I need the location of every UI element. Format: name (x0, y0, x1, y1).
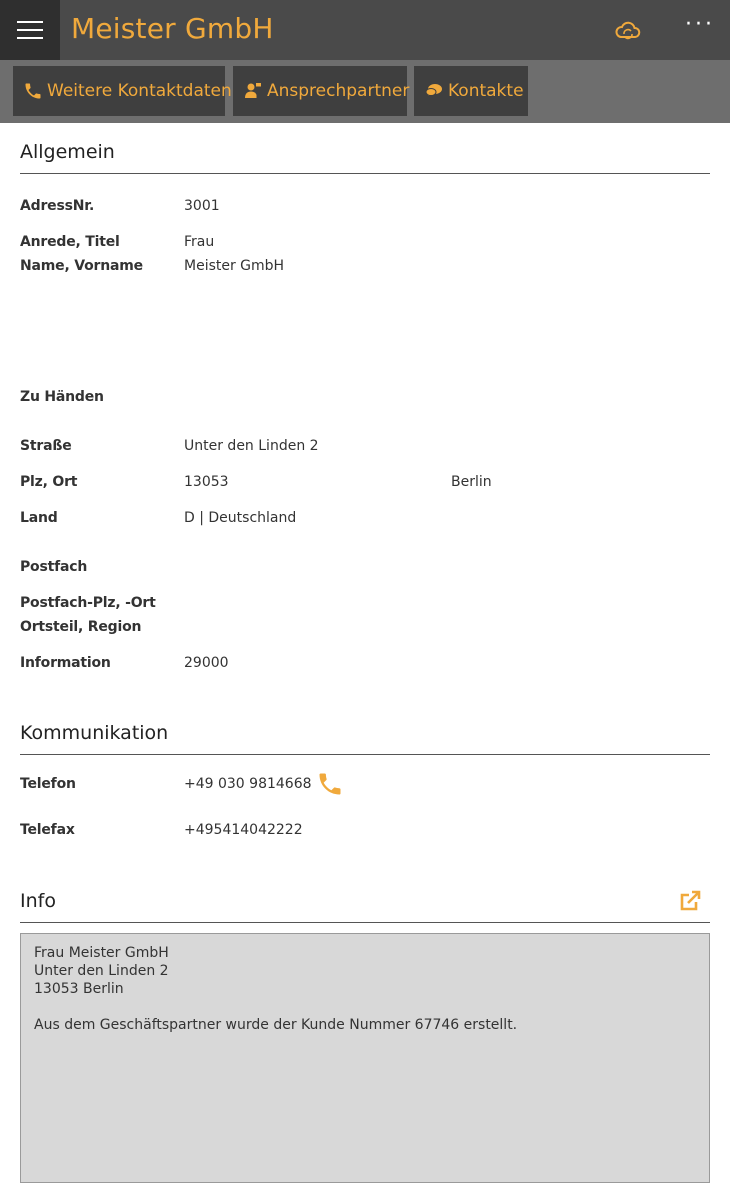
chat-bubbles-icon (424, 81, 444, 101)
edit-info-button[interactable] (678, 889, 704, 915)
section-title-communication: Kommunikation (20, 722, 169, 744)
information-value: 29000 (184, 655, 229, 671)
external-edit-icon (678, 889, 702, 913)
street-value: Unter den Linden 2 (184, 438, 319, 454)
name-value: Meister GmbH (184, 258, 285, 274)
contact-details-button[interactable] (13, 66, 232, 116)
section-divider (20, 173, 710, 174)
address-no-label: AdressNr. (20, 198, 95, 214)
name-label: Name, Vorname (20, 258, 143, 274)
contacts-button[interactable] (414, 66, 528, 116)
country-value: D | Deutschland (184, 510, 297, 526)
salutation-value: Frau (184, 234, 215, 250)
sync-button[interactable] (610, 14, 646, 48)
phone-icon (23, 81, 43, 101)
info-line: Unter den Linden 2 (34, 963, 169, 979)
info-line (34, 998, 696, 1016)
info-line: 13053 Berlin (34, 981, 124, 997)
person-edit-icon (243, 81, 263, 101)
street-label: Straße (20, 438, 72, 454)
country-label: Land (20, 510, 58, 526)
address-no-value: 3001 (184, 198, 220, 214)
cloud-sync-icon (615, 19, 641, 43)
call-button[interactable] (316, 770, 344, 798)
menu-button[interactable] (0, 0, 60, 60)
section-divider (20, 922, 710, 923)
fax-value: +495414042222 (184, 822, 303, 838)
po-box-label: Postfach (20, 559, 88, 575)
info-textarea[interactable] (20, 933, 710, 1183)
zip-city-label: Plz, Ort (20, 474, 78, 490)
contact-persons-button[interactable] (233, 66, 410, 116)
action-toolbar (0, 60, 730, 123)
section-title-general: Allgemein (20, 141, 115, 163)
salutation-label: Anrede, Titel (20, 234, 120, 250)
phone-icon (316, 770, 344, 798)
po-zip-city-label: Postfach-Plz, -Ort (20, 595, 156, 611)
section-divider (20, 754, 710, 755)
attention-label: Zu Händen (20, 389, 104, 405)
fax-label: Telefax (20, 822, 75, 838)
title-bar (0, 0, 730, 60)
more-options-button[interactable] (680, 10, 720, 40)
info-line: Frau Meister GmbH (34, 945, 169, 961)
info-line: Aus dem Geschäftspartner wurde der Kunde Nummer 67746 erstellt. (34, 1017, 518, 1033)
information-label: Information (20, 655, 111, 671)
zip-value: 13053 (184, 474, 229, 490)
phone-value: +49 030 9814668 (184, 776, 312, 792)
ellipsis-icon: ··· (685, 12, 715, 37)
district-label: Ortsteil, Region (20, 619, 142, 635)
hamburger-icon (17, 21, 43, 39)
page-title: Meister GmbH (71, 12, 274, 45)
city-value: Berlin (451, 474, 492, 490)
section-title-info: Info (20, 890, 56, 912)
phone-label: Telefon (20, 776, 76, 792)
contacts-label: Kontakte (448, 81, 524, 101)
contact-persons-label: Ansprechpartner (267, 81, 410, 101)
contact-details-label: Weitere Kontaktdaten (47, 81, 232, 101)
